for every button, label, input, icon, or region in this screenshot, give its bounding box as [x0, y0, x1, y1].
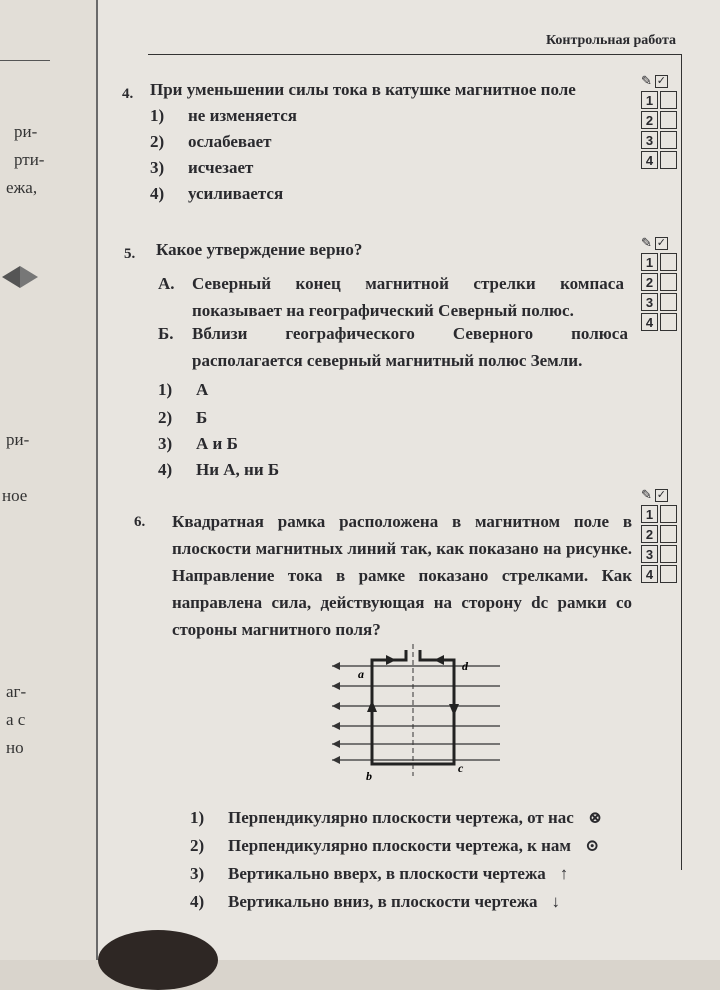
arrowhead — [332, 756, 340, 764]
question-text: Квадратная рамка расположена в магнитном поле в плоскости магнитных линий так, как показано на рисунке. Направление тока в рамке показано стрелками. Как направлена сила, действующая на сторону dc рамки со стороны магнитного поля? — [172, 512, 632, 639]
margin-divider — [681, 55, 682, 870]
question-text: При уменьшении силы тока в катушке магнитное поле — [150, 80, 576, 99]
statement-label: Б. — [158, 324, 174, 343]
answer-option: 2) Перпендикулярно плоскости чертежа, к нам ⊙ — [190, 836, 600, 855]
answer-option: 4) Вертикально вниз, в плоскости чертежа ↓ — [190, 892, 561, 911]
fragment-text: ное — [2, 486, 28, 505]
answer-cell[interactable] — [660, 131, 677, 149]
arrowhead — [332, 702, 340, 710]
fragment-text: но — [6, 738, 24, 757]
fragment-text: ри- — [14, 122, 38, 141]
page-title: Контрольная работа — [545, 33, 676, 48]
arrowhead — [332, 662, 340, 670]
arrowhead — [332, 682, 340, 690]
answer-option: 1) Перпендикулярно плоскости чертежа, от нас ⊗ — [190, 808, 603, 827]
into-page-icon: ⊗ — [587, 808, 603, 827]
label-a: a — [358, 667, 364, 681]
answer-option: 1) не изменяется — [150, 106, 297, 125]
current-arrow — [434, 655, 444, 665]
current-arrow — [449, 704, 459, 716]
answer-option: 3) Вертикально вверх, в плоскости чертежа ↑ — [190, 864, 569, 883]
answer-option: 4) Ни А, ни Б — [158, 460, 280, 479]
answer-option: 2) ослабевает — [150, 132, 272, 151]
answer-option: 3) исчезает — [150, 158, 254, 177]
square-frame — [372, 650, 454, 764]
answer-cell[interactable] — [660, 273, 677, 291]
answer-option: 3) А и Б — [158, 434, 238, 453]
fragment-text: рти- — [14, 150, 45, 169]
answer-cell[interactable] — [660, 253, 677, 271]
pencil-icon: ✎ — [641, 235, 652, 250]
answer-cell[interactable] — [660, 151, 677, 169]
frame-in-field-figure — [330, 640, 510, 780]
fragment-text: ри- — [6, 430, 30, 449]
label-c: c — [458, 761, 464, 775]
statement-label: А. — [158, 274, 175, 293]
fragment-text: а с — [6, 710, 26, 729]
question-number: 6. — [134, 514, 146, 530]
label-d: d — [462, 659, 468, 673]
answer-boxes[interactable]: ✎ ✓ 1 2 3 4 — [641, 234, 685, 332]
question-number: 4. — [122, 86, 134, 102]
arrow-left-icon — [2, 266, 20, 288]
answer-cell[interactable] — [660, 91, 677, 109]
arrowhead — [332, 722, 340, 730]
fragment-text: ежа, — [6, 178, 38, 197]
question-text: Какое утверждение верно? — [156, 240, 363, 259]
answer-cell[interactable] — [660, 525, 677, 543]
answer-option: 1) А — [158, 380, 209, 399]
label-b: b — [366, 769, 372, 780]
answer-cell[interactable] — [660, 313, 677, 331]
statement-text: Северный конец магнитной стрелки компаса показывает на географический Северный полюс. — [192, 274, 624, 320]
answer-option: 2) Б — [158, 408, 208, 427]
field-arrowheads — [332, 662, 340, 764]
answer-option: 4) усиливается — [150, 184, 284, 203]
divider — [0, 60, 50, 61]
out-of-page-icon: ⊙ — [585, 836, 600, 855]
answer-cell[interactable] — [660, 505, 677, 523]
arrow-down-icon: ↓ — [551, 892, 561, 911]
fragment-text: аг- — [6, 682, 27, 701]
current-arrow — [386, 655, 396, 665]
statement-text: Вблизи географического Северного полюса располагается северный магнитный полюс Земли. — [192, 324, 628, 370]
arrow-right-icon — [20, 266, 38, 288]
checkbox-icon: ✓ — [656, 74, 667, 87]
arrowhead — [332, 740, 340, 748]
pencil-icon: ✎ — [641, 73, 652, 88]
header-divider — [148, 54, 682, 55]
checkbox-icon: ✓ — [656, 488, 667, 501]
answer-boxes[interactable]: ✎ ✓ 1 2 3 4 — [641, 486, 685, 584]
answer-cell[interactable] — [660, 565, 677, 583]
answer-cell[interactable] — [660, 111, 677, 129]
answer-boxes[interactable]: ✎ ✓ 1 2 3 4 — [641, 72, 685, 170]
facing-page — [0, 0, 98, 960]
finger — [98, 930, 218, 990]
checkbox-icon: ✓ — [656, 236, 667, 249]
worksheet-page — [98, 0, 720, 960]
arrow-up-icon: ↑ — [559, 864, 569, 883]
answer-cell[interactable] — [660, 545, 677, 563]
question-number: 5. — [124, 246, 136, 262]
pencil-icon: ✎ — [641, 487, 652, 502]
answer-cell[interactable] — [660, 293, 677, 311]
